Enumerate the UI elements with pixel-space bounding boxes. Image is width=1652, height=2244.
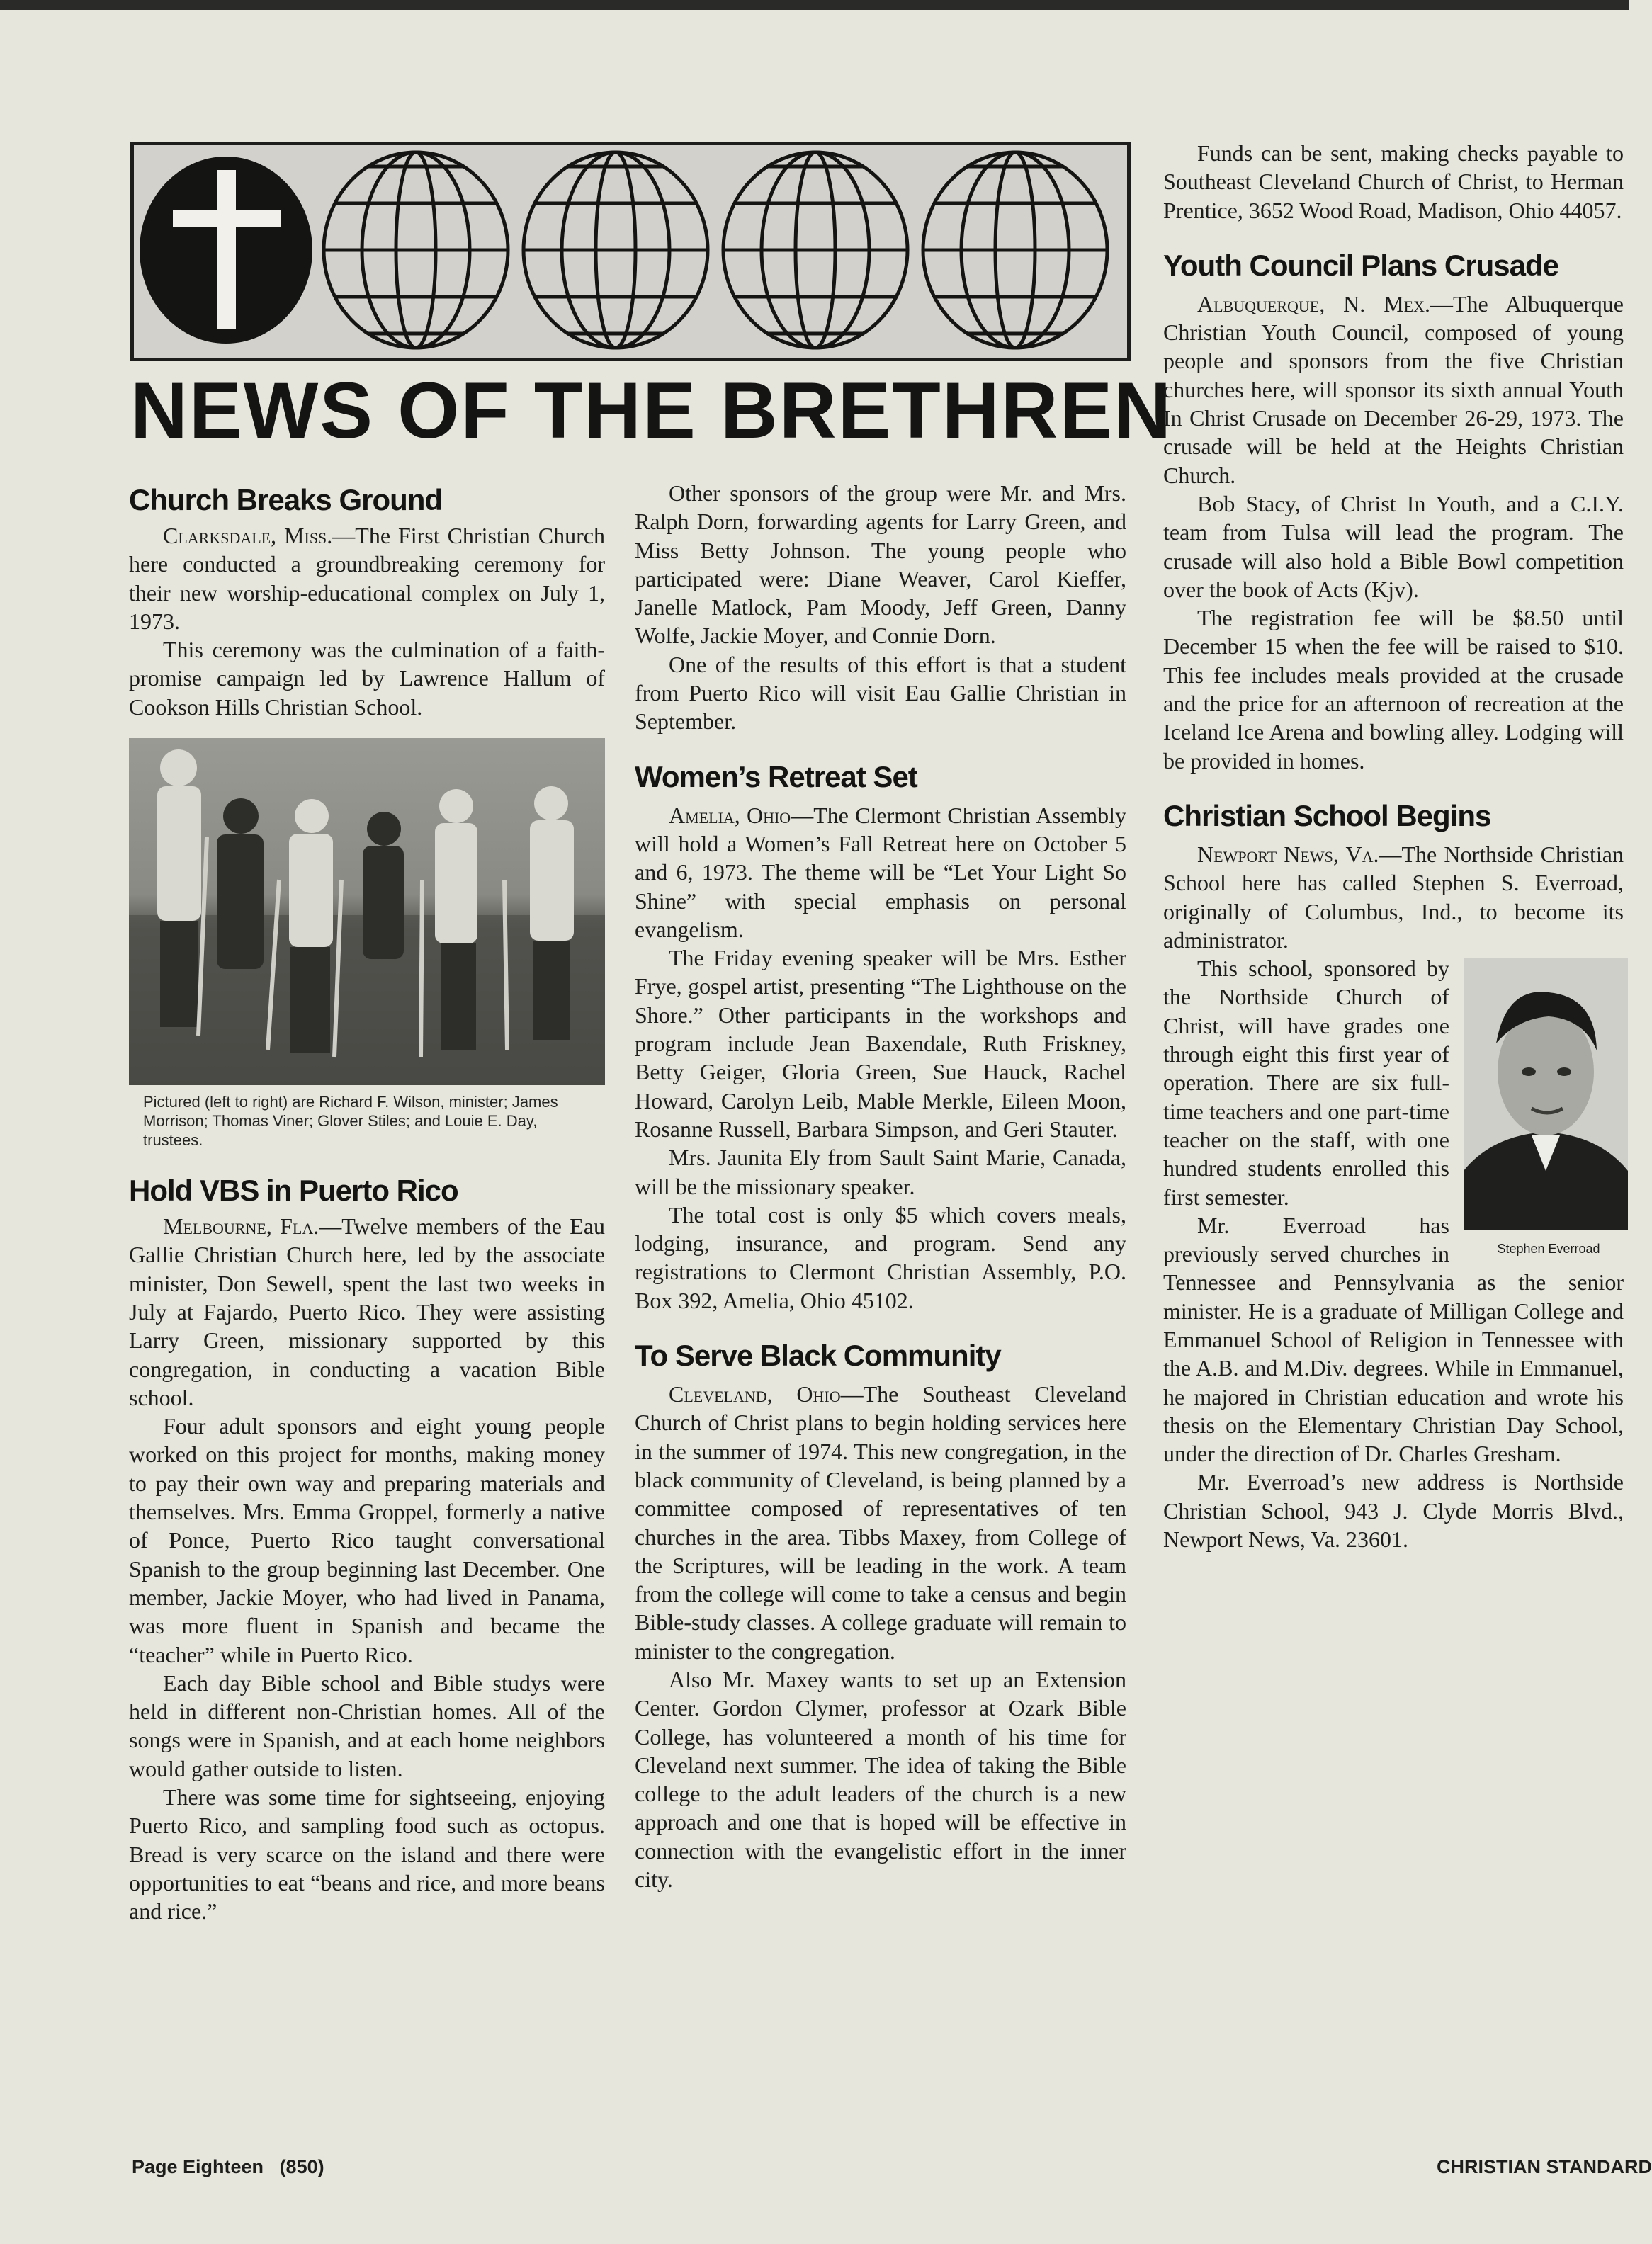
paragraph-text: —The Southeast Cleveland Church of Christ plans to begin holding services here in the summer of 1974. This new congregation, in the black community of Cleveland, is being planned by a committee composed of representatives of ten churches in the area. Tibbs Maxey, from College of the Scriptures, will be leading in the work. A team from the college will come to take a census and begin Bible-study classes. A college graduate will remain to minister to the congregation. — [635, 1381, 1127, 1664]
portrait-caption: Stephen Everroad — [1497, 1242, 1600, 1257]
article-heading: To Serve Black Community — [635, 1339, 1001, 1373]
photo-caption: Pictured (left to right) are Richard F. Wilson, minister; James Morrison; Thomas Viner; Glover Stiles; and Louie E. Day, trustees. — [143, 1093, 558, 1150]
article-paragraph — [1163, 840, 1624, 954]
article-paragraph — [129, 521, 605, 635]
article-paragraph — [1163, 290, 1624, 489]
article-paragraph: This ceremony was the culmination of a faith-promise campaign led by Lawrence Hallum of Cookson Hills Christian School. — [129, 637, 605, 720]
article-paragraph: There was some time for sightseeing, enjoying Puerto Rico, and sampling food such as octopus. Bread is very scarce on the island and there were opportunities to eat “beans and rice, and more beans and rice.” — [129, 1784, 605, 1925]
article-paragraph — [635, 801, 1126, 944]
dateline: Albuquerque, N. Mex. — [1197, 290, 1430, 317]
globe-icon-2 — [524, 152, 708, 348]
masthead-title: NEWS OF THE BRETHREN — [130, 366, 1173, 455]
article-paragraph: Mr. Everroad has previously served churches in Tennessee and Pennsylvania as the senior minister. He is a graduate of Milligan College and Emmanuel School of Religion in Tennessee with the A.B. and M.Div. degrees. While in Emmanuel, he majored in Christian education and wrote his thesis on the Elementary Christian Day School, under the direction of Dr. Charles Gresham. — [1163, 1212, 1624, 1467]
cross-vertical — [217, 170, 236, 329]
globe-icons — [324, 152, 1107, 348]
cross-and-globes-graphic — [134, 145, 1127, 358]
paragraph-text: —The Northside Christian School here has called Stephen S. Everroad, originally of Columbus, Ind., to become its administrator. — [1163, 841, 1624, 953]
publication-name: CHRISTIAN STANDARD — [1437, 2156, 1652, 2177]
page-label: Page Eighteen — [132, 2156, 264, 2177]
top-edge-bar — [0, 0, 1629, 10]
page-footer-left — [132, 2156, 324, 2178]
article-paragraph: The registration fee will be $8.50 until December 15 when the fee will be raised to $10. This fee includes meals provided at the crusade and the price for an afternoon of recreation at the Iceland Ice Arena and bowling alley. Lodging will be provided in homes. — [1163, 605, 1624, 774]
portrait-photo — [1464, 958, 1628, 1230]
globe-icon-4 — [923, 152, 1107, 348]
column-2 — [635, 479, 1126, 1893]
dateline: Newport News, Va. — [1197, 841, 1379, 867]
globe-icon-3 — [723, 152, 907, 348]
masthead-banner — [130, 142, 1131, 361]
groundbreaking-photo-image — [129, 738, 605, 1085]
portrait-block — [1464, 958, 1634, 1257]
groundbreaking-photo — [129, 738, 605, 1085]
article-paragraph: Mr. Everroad’s new address is Northside Christian School, 943 J. Clyde Morris Blvd., Newport News, Va. 23601. — [1163, 1469, 1624, 1553]
article-paragraph: Bob Stacy, of Christ In Youth, and a C.I.Y. team from Tulsa will lead the program. The crusade will also hold a Bible Bowl competition over the book of Acts (Kjv). — [1163, 490, 1624, 602]
article-paragraph: Four adult sponsors and eight young people worked on this project for months, making money to pay their own way and preparing materials and themselves. Mrs. Emma Groppel, formerly a native of Ponce, Puerto Rico taught conversational Spanish to the group beginning last December. One member, Jackie Moyer, who had lived in Panama, was more fluent in Spanish and became the “teacher” while in Puerto Rico. — [129, 1413, 605, 1667]
article-paragraph: Each day Bible school and Bible studys were held in different non-Christian homes. All of the songs were in Spanish, and at each home neighbors would gather outside to listen. — [129, 1670, 605, 1781]
article-heading: Youth Council Plans Crusade — [1163, 248, 1558, 282]
article-paragraph — [129, 1212, 605, 1412]
article-paragraph: One of the results of this effort is that a student from Puerto Rico will visit Eau Gallie Christian in September. — [635, 651, 1126, 735]
article-heading: Christian School Begins — [1163, 798, 1491, 832]
dateline: Clarksdale, Miss. — [163, 523, 333, 548]
page-number: (850) — [279, 2156, 324, 2177]
article-heading: Women’s Retreat Set — [635, 759, 917, 793]
article-paragraph — [635, 1380, 1126, 1665]
article-heading: Hold VBS in Puerto Rico — [129, 1174, 458, 1208]
article-paragraph: Funds can be sent, making checks payable to Southeast Cleveland Church of Christ, to Herman Prentice, 3652 Wood Road, Madison, Ohio 44057. — [1163, 140, 1624, 223]
article-heading: Church Breaks Ground — [129, 483, 443, 516]
paragraph-text: —The Clermont Christian Assembly will hold a Women’s Fall Retreat here on October 5 and 6, 1973. The theme will be “Let Your Light So Shine” with special emphasis on personal evangelism. — [635, 802, 1126, 942]
dateline: Cleveland, Ohio — [669, 1381, 841, 1407]
column-1 — [129, 479, 605, 1926]
article-paragraph: The Friday evening speaker will be Mrs. Esther Frye, gospel artist, presenting “The Lighthouse on the Shore.” Other participants in the workshops and program include Jean Baxendale, Ruth Friskney, Betty Geiger, Gloria Green, Sue Hauck, Rachel Howard, Carolyn Leib, Mable Merkle, Eileen Moon, Rosanne Russell, Barbara Simpson, and Geri Stauter. — [635, 945, 1126, 1142]
article-paragraph: Other sponsors of the group were Mr. and Mrs. Ralph Dorn, forwarding agents for Larry Green, and Miss Betty Johnson. The young people who participated were: Diane Weaver, Carol Kieffer, Janelle Matlock, Pam Moody, Jeff Green, Danny Wolfe, Jackie Moyer, and Connie Dorn. — [635, 480, 1126, 649]
cross-horizontal — [173, 210, 281, 227]
paragraph-text: —Twelve members of the Eau Gallie Christian Church here, led by the associate minister, Don Sewell, spent the last two weeks in July at Fajardo, Puerto Rico. They were assisting Larry Green, missionary supported by this congregation, in conducting a vacation Bible school. — [129, 1213, 605, 1410]
dateline: Amelia, Ohio — [669, 802, 791, 828]
portrait-image — [1464, 958, 1628, 1230]
dateline: Melbourne, Fla. — [163, 1213, 319, 1240]
paragraph-text: —The Albuquerque Christian Youth Council, composed of young people and sponsors from the five Christian churches here, will sponsor its sixth annual Youth In Christ Crusade on December 26-29, 1973. The crusade will be held at the Heights Christian Church. — [1163, 290, 1624, 488]
article-paragraph: Mrs. Jaunita Ely from Sault Saint Marie, Canada, will be the missionary speaker. — [635, 1145, 1126, 1199]
article-paragraph: Also Mr. Maxey wants to set up an Extension Center. Gordon Clymer, professor at Ozark Bible College, has volunteered a month of his time for Cleveland next summer. The idea of taking the Bible college to the adult leaders of the church is a new approach and one that is hoped will be effective in connection with the evangelistic effort in the inner city. — [635, 1666, 1126, 1893]
column-3 — [1163, 139, 1624, 1553]
article-paragraph: The total cost is only $5 which covers meals, lodging, insurance, and program. Send any registrations to Clermont Christian Assembly, P.O. Box 392, Amelia, Ohio 45102. — [635, 1201, 1126, 1313]
article-paragraph: This school, sponsored by the Northside Church of Christ, will have grades one through eight this first year of operation. There are six full-time teachers and one part-time teacher on the staff, with one hundred students enrolled this first semester. — [1163, 956, 1449, 1210]
paragraph-text: —The First Christian Church here conducted a groundbreaking ceremony for their new worship-educational complex on July 1, 1973. — [129, 523, 606, 634]
globe-icon-1 — [324, 152, 508, 348]
